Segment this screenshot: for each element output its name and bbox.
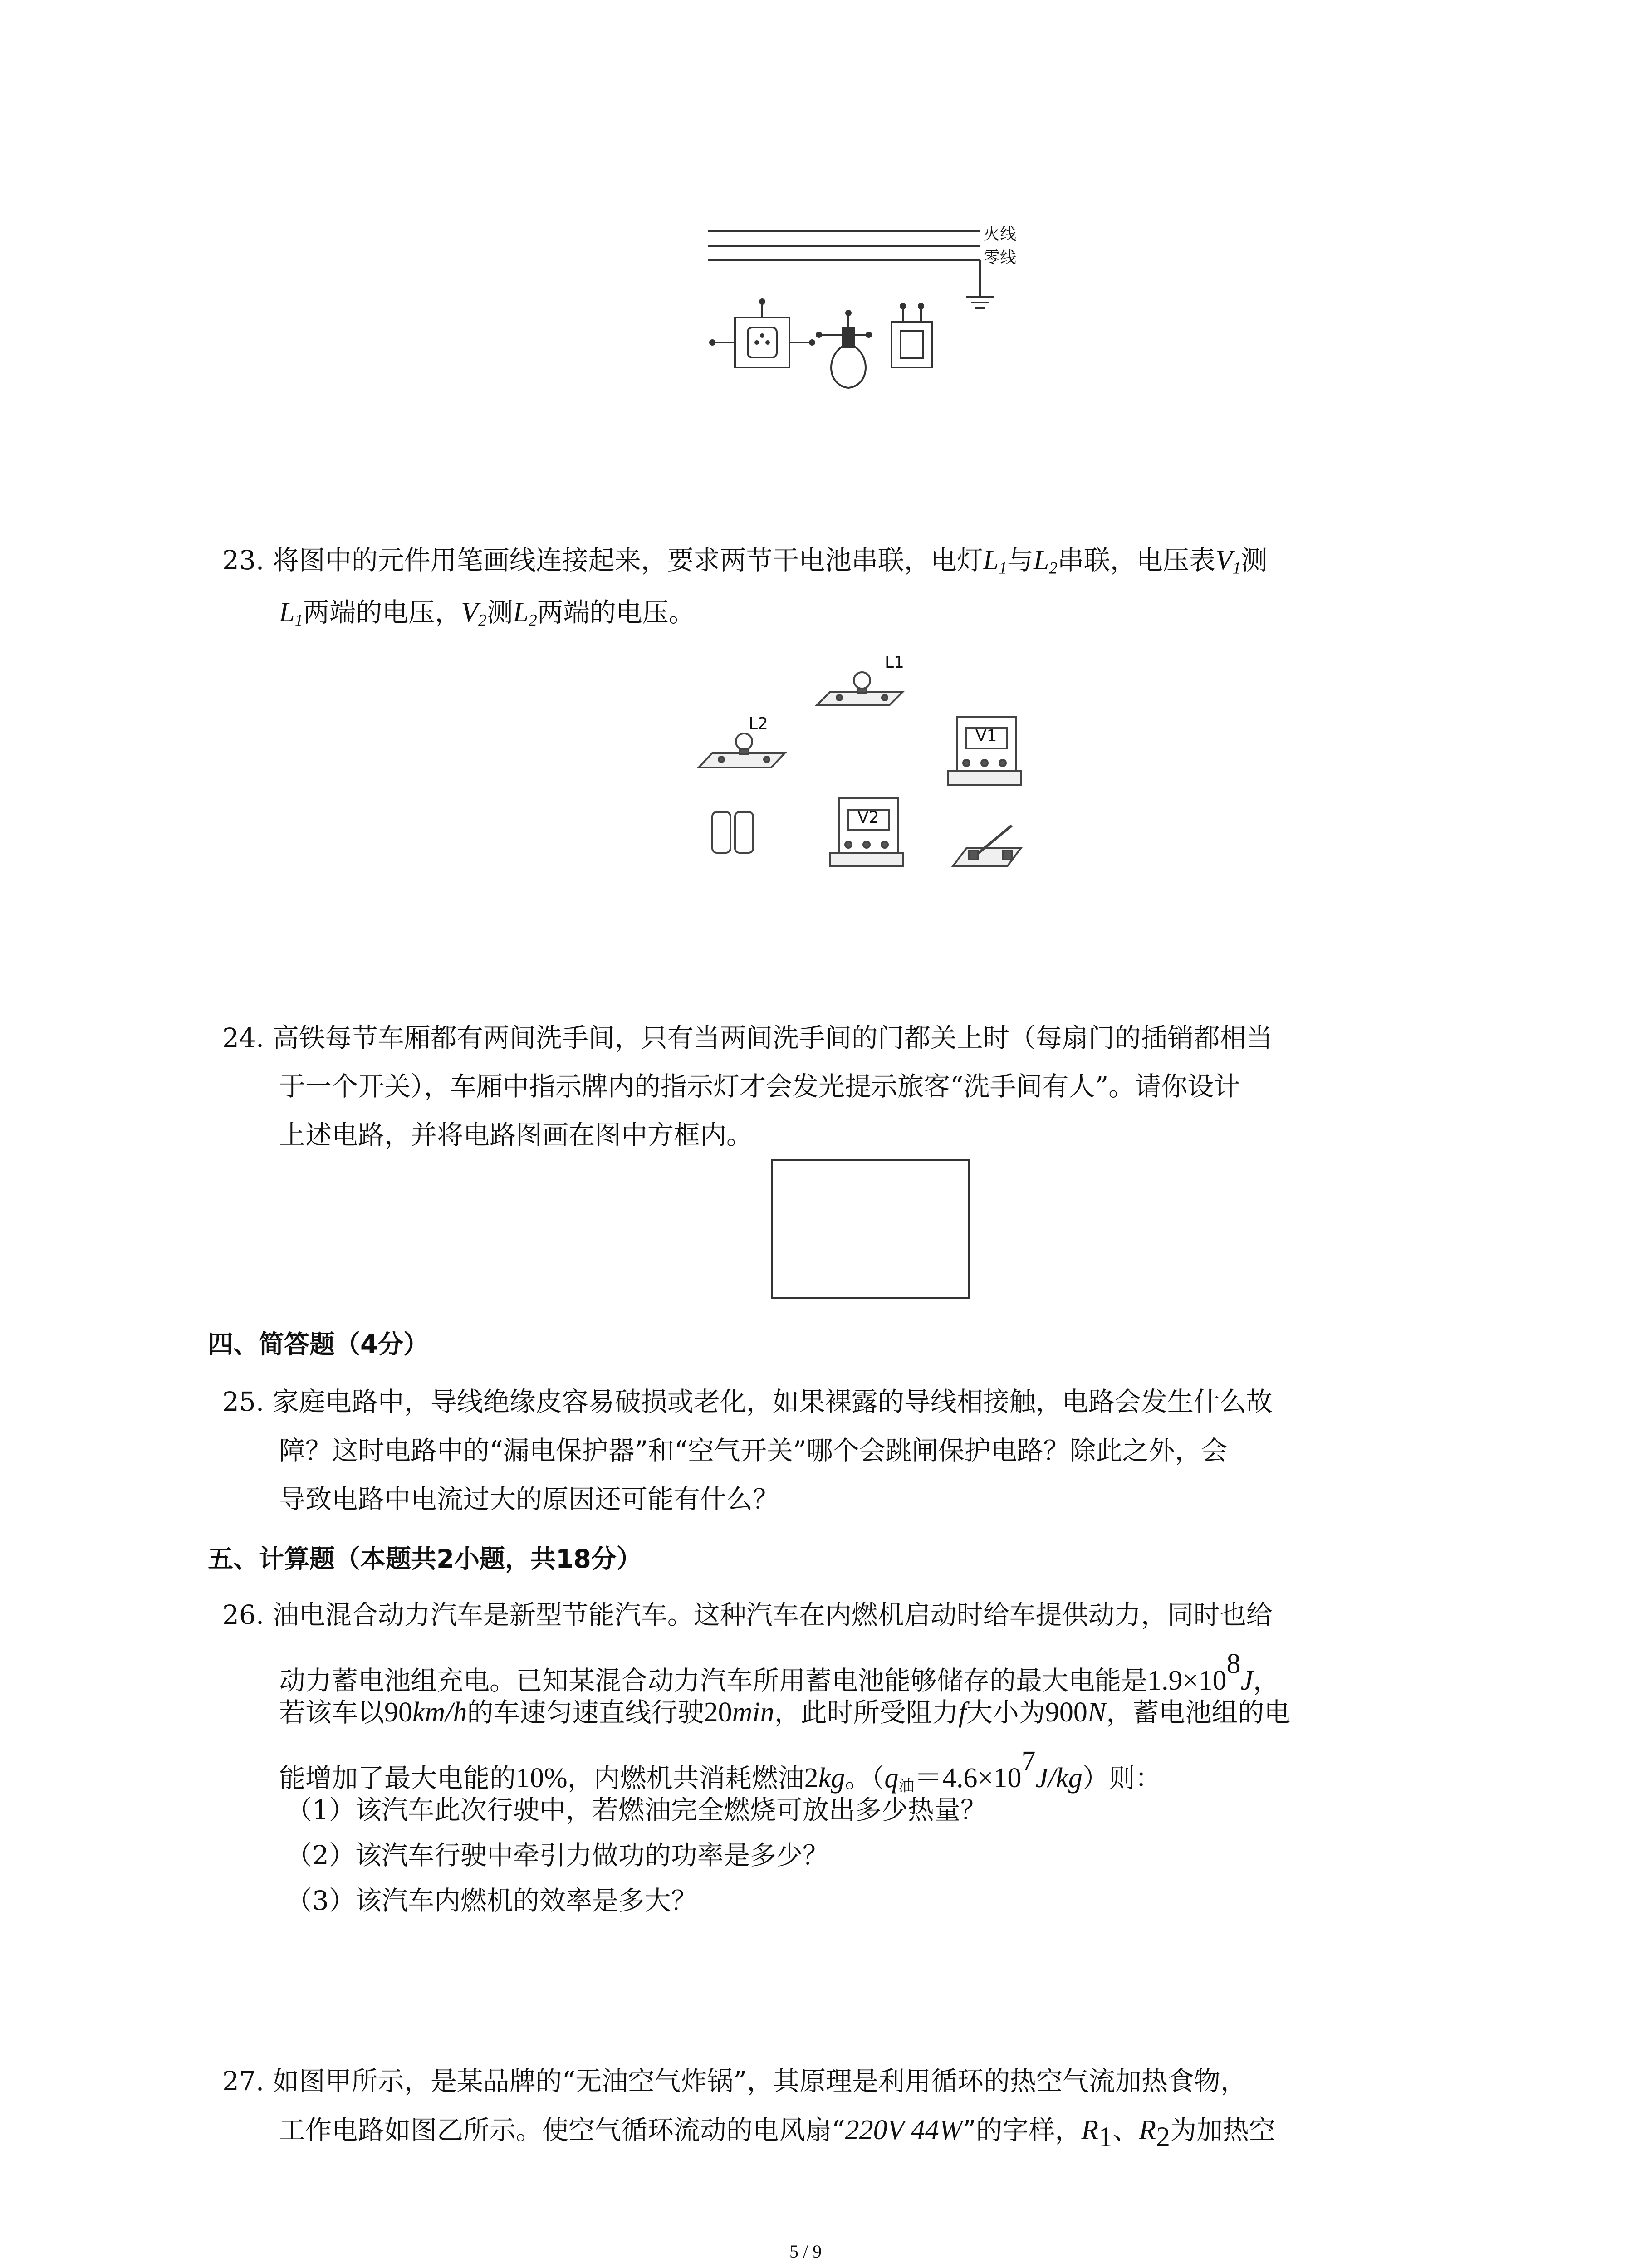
lamp-l2-icon <box>699 733 785 767</box>
q24-line2: 于一个开关），车厢中指示牌内的指示灯才会发光提示旅客“洗手间有人”。请你设计 <box>279 1071 1240 1102</box>
l1-label: L1 <box>885 653 904 672</box>
section-5-heading: 五、计算题（本题共2小题，共18分） <box>208 1545 642 1574</box>
lamp-l1-icon <box>817 672 903 705</box>
switch-icon <box>892 306 932 367</box>
q25-line1: 25. 家庭电路中，导线绝缘皮容易破损或老化，如果裸露的导线相接触，电路会发生什么故 <box>222 1386 1273 1417</box>
q25-line2: 障？这时电路中的“漏电保护器”和“空气开关”哪个会跳闸保护电路？除此之外，会 <box>279 1435 1228 1466</box>
q26-line2: 动力蓄电池组充电。已知某混合动力汽车所用蓄电池能够储存的最大电能是$1.9\times 10^8J$， <box>279 1648 1280 1696</box>
figure-23-components <box>694 644 1057 898</box>
q26-sub3: （3）该汽车内燃机的效率是多大？ <box>286 1885 697 1916</box>
v1-label: V1 <box>975 727 997 745</box>
q26-sub1: （1）该汽车此次行驶中，若燃油完全燃烧可放出多少热量？ <box>286 1794 987 1825</box>
q24-line3: 上述电路，并将电路图画在图中方框内。 <box>279 1119 753 1150</box>
l2-label: L2 <box>749 714 768 733</box>
q23-line2: $L_1$两端的电压，$V_2$测$L_2$两端的电压。 <box>279 597 695 630</box>
q27-line2: 工作电路如图乙所示。使空气循环流动的电风扇“220V 44W”的字样，$R_1$、$R_2$为加热空 <box>279 2115 1275 2153</box>
figure-22-household-circuit <box>690 209 1034 408</box>
q24-line1: 24. 高铁每节车厢都有两间洗手间，只有当两间洗手间的门都关上时（每扇门的插销都相当 <box>222 1022 1273 1053</box>
q23-line1: 23. 将图中的元件用笔画线连接起来，要求两节干电池串联，电灯$L_1$与$L_2$串联，电压表$V_1$测 <box>222 545 1268 578</box>
q24-answer-box[interactable] <box>771 1159 970 1299</box>
q26-line1: 26. 油电混合动力汽车是新型节能汽车。这种汽车在内燃机启动时给车提供动力，同时也给 <box>222 1599 1273 1630</box>
battery-icon <box>712 812 753 853</box>
q26-line3: 若该车以90km/h的车速匀速直线行驶20min，此时所受阻力f大小为900N，蓄电池组的电 <box>279 1697 1291 1728</box>
q27-line1: 27. 如图甲所示，是某品牌的“无油空气炸锅”，其原理是利用循环的热空气流加热食物， <box>222 2066 1247 2097</box>
neutral-wire-label: 零线 <box>984 249 1017 267</box>
knife-switch-icon <box>953 826 1021 866</box>
v2-label: V2 <box>857 808 879 827</box>
section-4-heading: 四、简答题（4分） <box>208 1330 429 1359</box>
page-number: 5 / 9 <box>789 2241 822 2262</box>
live-wire-label: 火线 <box>984 225 1017 244</box>
q26-line4: 能增加了最大电能的10%，内燃机共消耗燃油2kg。$(q_油=4.6\times 10^7J/kg)$则： <box>279 1746 1161 1795</box>
q25-line3: 导致电路中电流过大的原因还可能有什么？ <box>279 1484 779 1515</box>
q26-sub2: （2）该汽车行驶中牵引力做功的功率是多少？ <box>286 1840 829 1871</box>
light-bulb-icon <box>819 313 869 388</box>
